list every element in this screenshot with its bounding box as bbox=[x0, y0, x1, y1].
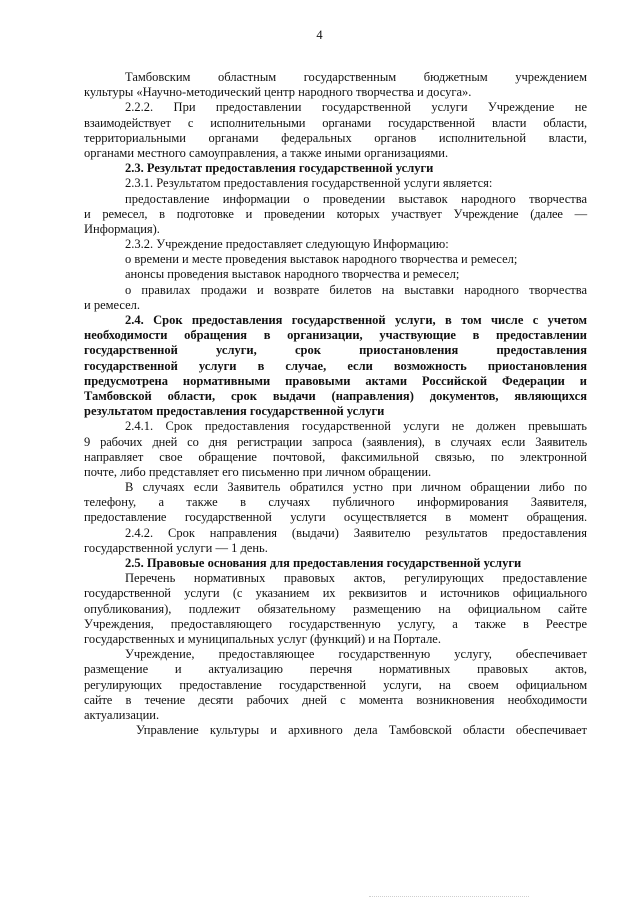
text-line: В случаях если Заявитель обратился устно при личном обращении либо по bbox=[125, 480, 587, 495]
text-line: 2.3.2. Учреждение предоставляет следующую Информацию: bbox=[125, 237, 449, 252]
section-heading-2-3: 2.3. Результат предоставления государственной услуги bbox=[125, 161, 434, 176]
text-line: культуры «Научно-методический центр народного творчества и досуга». bbox=[84, 85, 472, 100]
text-line: 2.2.2. При предоставлении государственной услуги Учреждение не bbox=[125, 100, 587, 115]
text-line: предоставление информации о проведении выставок народного творчества bbox=[125, 191, 587, 206]
text-line: анонсы проведения выставок народного творчества и ремесел; bbox=[125, 267, 460, 282]
text-line: предоставление государственной услуги осуществляется в момент обращения. bbox=[84, 510, 587, 525]
text-line: почте, либо представляет его письменно при личном обращении. bbox=[84, 464, 432, 479]
text-line: территориальными органами федеральных органов исполнительной власти, bbox=[84, 130, 587, 145]
text-line: 9 рабочих дней со дня регистрации запроса (заявления), в случаях если Заявитель bbox=[84, 434, 587, 449]
text-line: 2.3.1. Результатом предоставления государственной услуги является: bbox=[125, 176, 493, 191]
text-line: Тамбовским областным государственным бюджетным учреждением bbox=[125, 70, 587, 84]
text-line: Управление культуры и архивного дела Тамбовской области обеспечивает bbox=[136, 723, 587, 738]
section-heading-2-4: 2.4. Срок предоставления государственной услуги, в том числе с учетом bbox=[125, 313, 587, 327]
text-line: органами местного самоуправления, а также иными организациями. bbox=[84, 145, 449, 160]
text-line: телефону, а также в случаях публичного информирования Заявителя, bbox=[84, 495, 587, 510]
text-line: о времени и месте проведения выставок народного творчества и ремесел; bbox=[125, 252, 518, 267]
text-line: и ремесел. bbox=[84, 297, 140, 312]
text-line: государственной услуги — 1 день. bbox=[84, 540, 268, 555]
text-line: 2.4.1. Срок предоставления государственной услуги не должен превышать bbox=[125, 419, 587, 434]
text-line: взаимодействует с исполнительными органами государственной власти области, bbox=[84, 115, 587, 130]
scan-artifact bbox=[369, 893, 529, 897]
section-heading-2-4: необходимости обращения в организации, участвующие в предоставлении bbox=[84, 328, 587, 343]
text-line: регулирующих предоставление государственной услуги, на своем официальном bbox=[84, 677, 587, 692]
section-heading-2-4: государственной услуги, срок приостановления предоставления bbox=[84, 343, 587, 358]
text-line: Учреждение, предоставляющее государственную услугу, обеспечивает bbox=[125, 647, 587, 662]
text-line: сайте в течение десяти рабочих дней с момента возникновения необходимости bbox=[84, 692, 587, 707]
text-line: государственной услуги (с указанием их реквизитов и источников официального bbox=[84, 586, 587, 601]
section-heading-2-4: Тамбовской области, срок выдачи (направления) документов, являющихся bbox=[84, 388, 587, 403]
text-line: Информация). bbox=[84, 221, 160, 236]
text-line: Перечень нормативных правовых актов, регулирующих предоставление bbox=[125, 571, 587, 586]
section-heading-2-4: государственной услуги в случае, если возможность приостановления bbox=[84, 358, 587, 373]
text-line: направляет свое обращение почтовой, факсимильной связью, по электронной bbox=[84, 449, 587, 464]
section-heading-2-5: 2.5. Правовые основания для предоставления государственной услуги bbox=[125, 556, 522, 570]
text-line: актуализации. bbox=[84, 707, 160, 722]
section-heading-2-4: результатом предоставления государственной услуги bbox=[84, 404, 385, 419]
section-heading-2-4: предусмотрена нормативными правовыми актами Российской Федерации и bbox=[84, 373, 587, 388]
document-body bbox=[84, 70, 587, 738]
text-line: размещение и актуализацию перечня нормативных правовых актов, bbox=[84, 662, 587, 677]
text-line: опубликования), подлежит обязательному размещению на официальном сайте bbox=[84, 601, 587, 616]
text-line: о правилах продажи и возврате билетов на выставки народного творчества bbox=[125, 282, 587, 297]
text-line: государственных и муниципальных услуг (функций) и на Портале. bbox=[84, 631, 441, 646]
page-number: 4 bbox=[316, 28, 323, 42]
text-line: 2.4.2. Срок направления (выдачи) Заявителю результатов предоставления bbox=[125, 525, 587, 540]
text-line: Учреждения, предоставляющего государственную услугу, а также в Реестре bbox=[84, 616, 587, 631]
text-line: и ремесел, в подготовке и проведении которых участвует Учреждение (далее — bbox=[84, 206, 587, 221]
